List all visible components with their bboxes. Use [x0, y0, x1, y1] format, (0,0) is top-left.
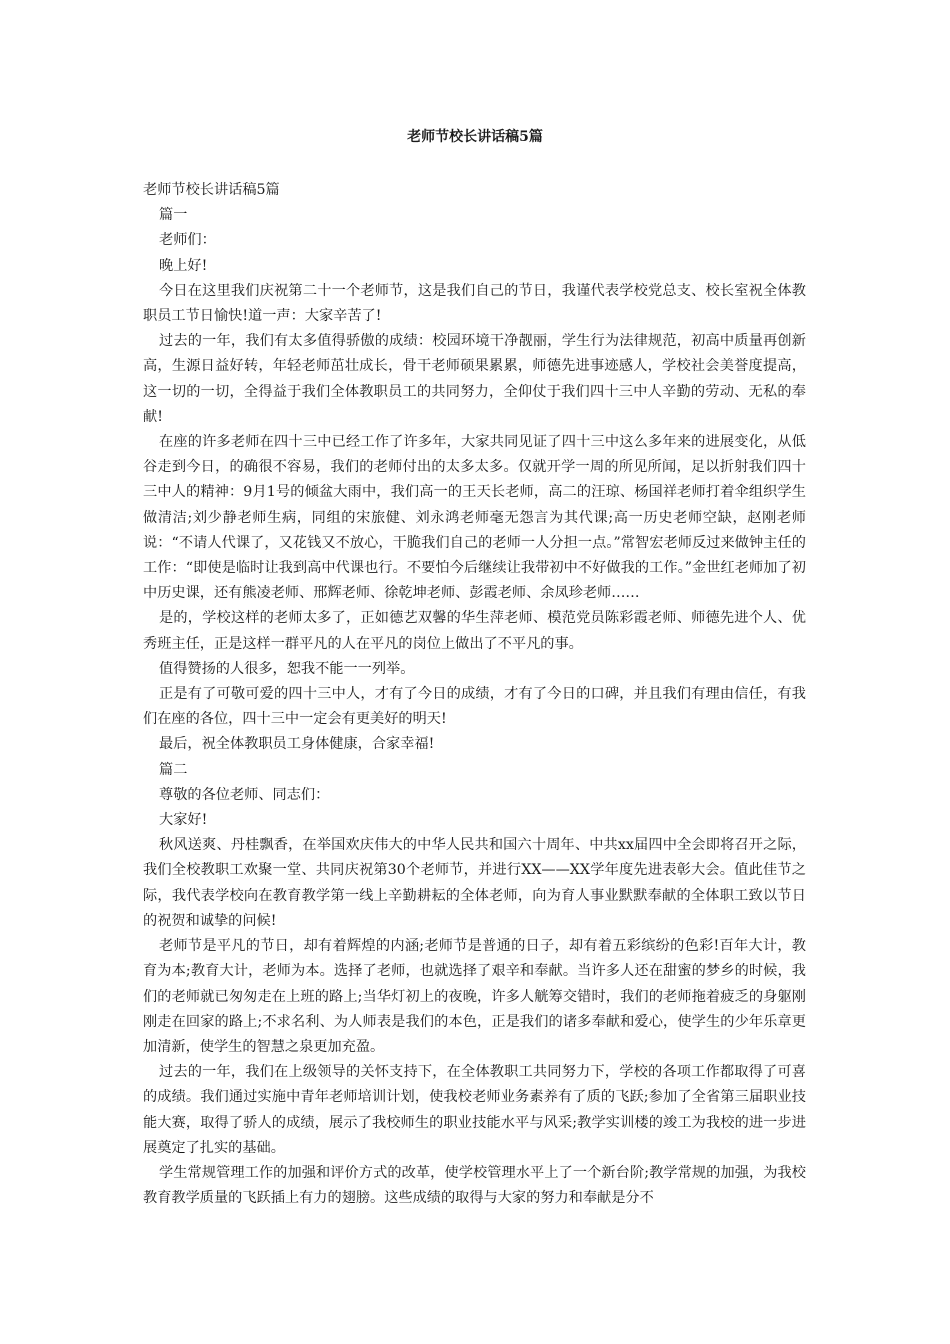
paragraph: 学生常规管理工作的加强和评价方式的改革，使学校管理水平上了一个新台阶;教学常规的加强，为我校教育教学质量的飞跃插上有力的翅膀。这些成绩的取得与大家的努力和奉献是分不 [143, 1164, 806, 1207]
paragraph: 秋风送爽、丹桂飘香，在举国欢庆伟大的中华人民共和国六十周年、中共xx届四中全会即将召开之际，我们全校教职工欢聚一堂、共同庆祝第30个老师节，并进行XX——XX学年度先进表彰大会。值此佳节之际，我代表学校向在教育教学第一线上辛勤耕耘的全体老师，向为育人事业默默奉献的全体职工致以节日的祝贺和诚挚的问候! [143, 837, 806, 929]
paragraph: 大家好! [159, 812, 208, 829]
paragraph: 是的，学校这样的老师太多了，正如德艺双馨的华生萍老师、模范党员陈彩霞老师、师德先进个人、优秀班主任，正是这样一群平凡的人在平凡的岗位上做出了不平凡的事。 [143, 610, 806, 652]
paragraph: 老师们： [159, 232, 216, 249]
document-body [143, 178, 806, 1211]
paragraph: 正是有了可敬可爱的四十三中人，才有了今日的成绩，才有了今日的口碑，并且我们有理由信任，有我们在座的各位，四十三中一定会有更美好的明天! [143, 686, 806, 728]
paragraph: 在座的许多老师在四十三中已经工作了许多年，大家共同见证了四十三中这么多年来的进展变化，从低谷走到今日，的确很不容易，我们的老师付出的太多太多。仅就开学一周的所见所闻，足以折射我们四十三中人的精神：9月1号的倾盆大雨中，我们高一的王天长老师，高二的汪琼、杨国祥老师打着伞组织学生做清洁;刘少静老师生病，同组的宋旅健、刘永鸿老师毫无怨言为其代课;高一历史老师空缺，赵刚老师说：“不请人代课了，又花钱又不放心，干脆我们自己的老师一人分担一点。”常智宏老师反过来做钟主任的工作：“即使是临时让我到高中代课也行。不要怕今后继续让我带初中不好做我的工作。”金世红老师加了初中历史课，还有熊凌老师、邢辉老师、徐乾坤老师、彭霞老师、余凤珍老师…… [143, 434, 806, 602]
page-header-title: 老师节校长讲话稿5篇 [407, 129, 543, 145]
paragraph: 最后，祝全体教职员工身体健康，合家幸福! [159, 736, 435, 753]
paragraph: 过去的一年，我们在上级领导的关怀支持下，在全体教职工共同努力下，学校的各项工作都取得了可喜的成绩。我们通过实施中青年老师培训计划，使我校老师业务素养有了质的飞跃;参加了全省第三届职业技能大赛，取得了骄人的成绩，展示了我校师生的职业技能水平与风采;教学实训楼的竣工为我校的进一步进展奠定了扎实的基础。 [143, 1064, 806, 1156]
paragraph: 老师节是平凡的节日，却有着辉煌的内涵;老师节是普通的日子，却有着五彩缤纷的色彩!百年大计，教育为本;教育大计，老师为本。选择了老师，也就选择了艰辛和奉献。当许多人还在甜蜜的梦乡的时候，我们的老师就已匆匆走在上班的路上;当华灯初上的夜晚，许多人觥筹交错时，我们的老师拖着疲乏的身躯刚刚走在回家的路上;不求名利、为人师表是我们的本色，正是我们的诸多奉献和爱心，使学生的少年乐章更加清新，使学生的智慧之泉更加充盈。 [143, 938, 806, 1055]
paragraph: 值得赞扬的人很多，恕我不能一一列举。 [159, 660, 415, 677]
paragraph: 尊敬的各位老师、同志们： [159, 786, 330, 803]
paragraph: 晚上好! [159, 257, 208, 274]
section-heading: 篇二 [159, 761, 188, 778]
section-heading: 篇一 [159, 207, 188, 224]
paragraph: 过去的一年，我们有太多值得骄傲的成绩：校园环境干净靓丽，学生行为法律规范，初高中质量再创新高，生源日益好转，年轻老师茁壮成长，骨干老师硕果累累，师德先进事迹感人，学校社会美誉度提高，这一切的一切，全得益于我们全体教职员工的共同努力，全仰仗于我们四十三中人辛勤的劳动、无私的奉献! [143, 333, 806, 425]
paragraph: 今日在这里我们庆祝第二十一个老师节，这是我们自己的节日，我谨代表学校党总支、校长室祝全体教职员工节日愉快!道一声：大家辛苦了! [143, 282, 806, 325]
document-title: 老师节校长讲话稿5篇 [143, 182, 280, 198]
